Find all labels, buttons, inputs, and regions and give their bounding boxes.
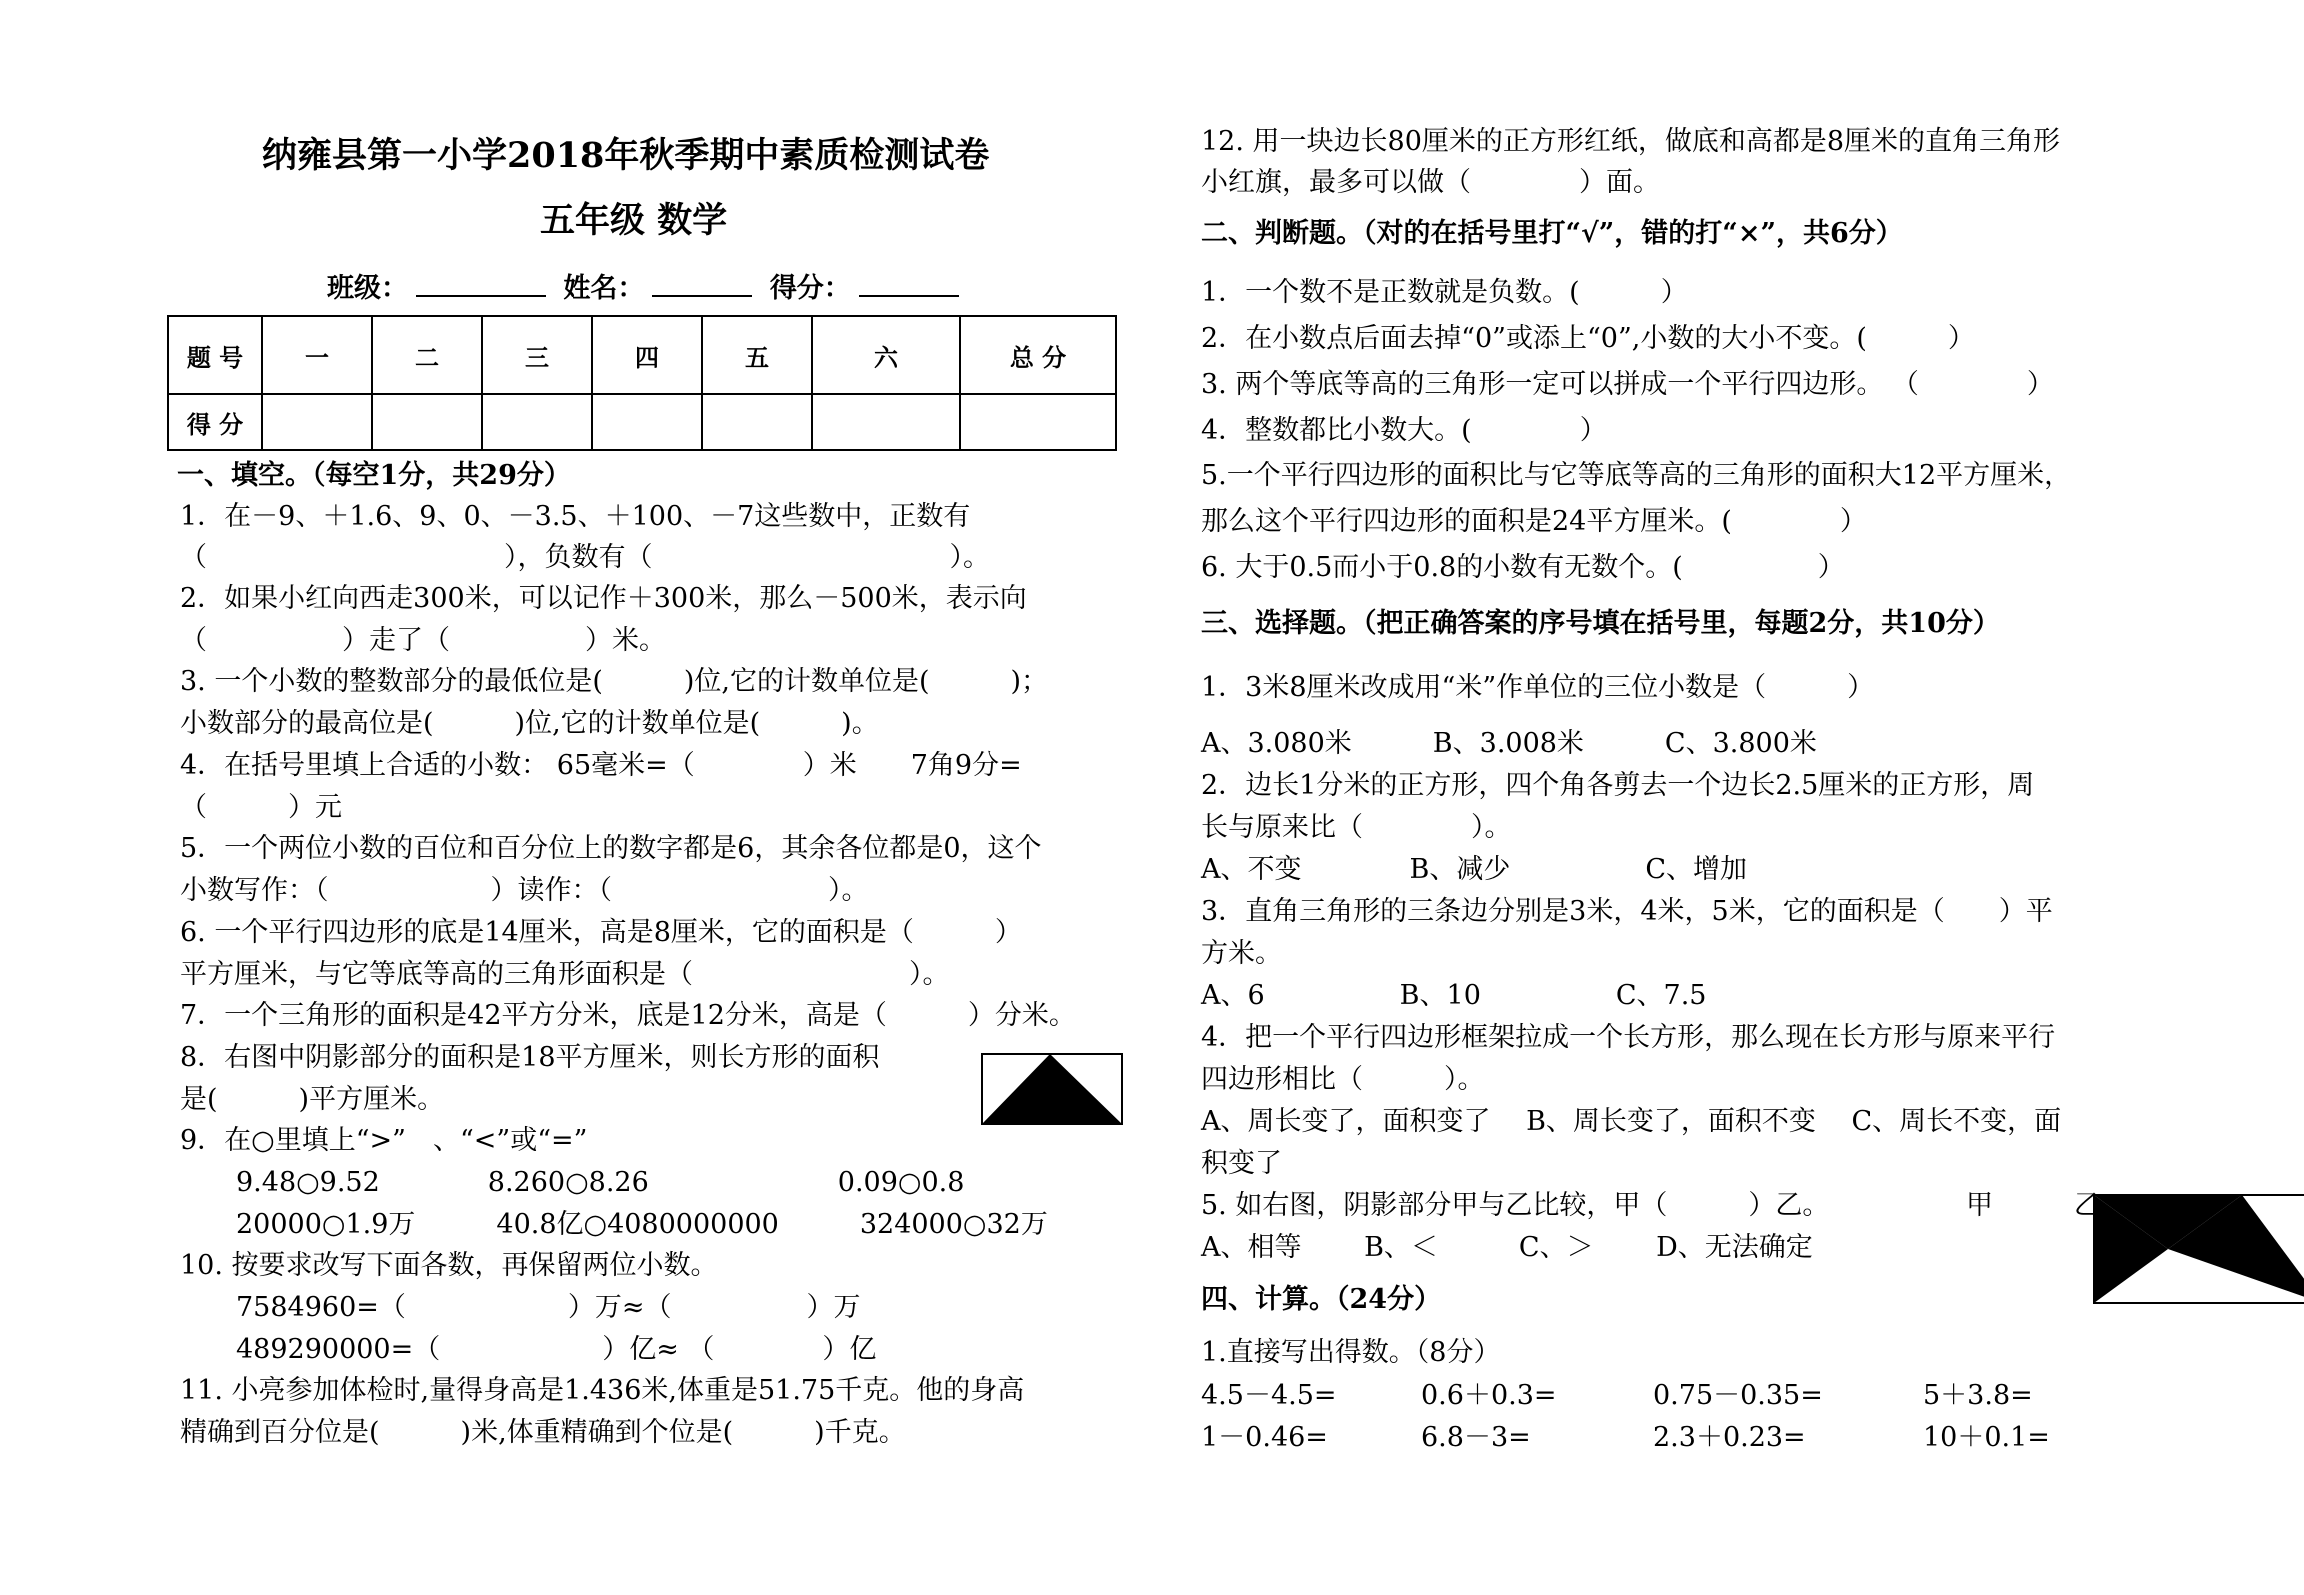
score-table	[167, 315, 1117, 451]
q5-triangles-figure	[1902, 1180, 2304, 1305]
choice-line: 4．把一个平行四边形框架拉成一个长方形，那么现在长方形与原来平行	[1201, 1022, 2056, 1053]
score-input-cell[interactable]	[812, 394, 960, 450]
section-3-heading: 三、选择题。（把正确答案的序号填在括号里，每题2分，共10分）	[1201, 608, 2000, 639]
question-line: 1．在－9、＋1.6、9、0、－3.5、＋100、－7这些数中，正数有	[180, 501, 971, 532]
question-line: （ ）走了（ ）米。	[180, 625, 666, 656]
class-blank[interactable]	[416, 271, 546, 297]
choice-line: A、周长变了，面积变了 B、周长变了，面积不变 C、周长不变，面	[1201, 1106, 2062, 1137]
name-blank[interactable]	[652, 271, 752, 297]
judge-line: 那么这个平行四边形的面积是24平方厘米。( ）	[1201, 506, 1867, 537]
score-table-cell: 五	[702, 316, 812, 394]
question-line: 7．一个三角形的面积是42平方分米，底是12分米，高是（ ）分米。	[180, 1000, 1076, 1031]
judge-line: 1．一个数不是正数就是负数。( ）	[1201, 277, 1688, 308]
name-label: 姓名：	[563, 273, 645, 304]
question-line: 小红旗，最多可以做（ ）面。	[1201, 167, 1660, 198]
score-input-cell[interactable]	[262, 394, 372, 450]
question-line: 小数写作：（ ）读作：（ ）。	[180, 875, 869, 906]
judge-line: 6. 大于0.5而小于0.8的小数有无数个。( ）	[1201, 552, 1845, 583]
score-table-header-row	[168, 316, 1116, 394]
question-line: 489290000=（ ）亿≈ （ ）亿	[236, 1334, 877, 1365]
question-line: 6. 一个平行四边形的底是14厘米，高是8厘米，它的面积是（ ）	[180, 917, 1022, 948]
choice-line: 四边形相比（ ）。	[1201, 1064, 1485, 1095]
choice-line: 方米。	[1201, 938, 1282, 969]
score-table-score-row	[168, 394, 1116, 450]
score-table-cell: 题 号	[168, 316, 262, 394]
score-table-cell: 总 分	[960, 316, 1116, 394]
figure-label-jia: 甲	[1966, 1190, 1993, 1221]
score-input-cell[interactable]	[960, 394, 1116, 450]
judge-line: 3. 两个等底等高的三角形一定可以拼成一个平行四边形。 （ ）	[1201, 369, 2054, 400]
judge-line: 4．整数都比小数大。( ）	[1201, 415, 1607, 446]
question-line: 9.48○9.52 8.260○8.26 0.09○0.8	[236, 1167, 965, 1198]
choice-line: 长与原来比（ ）。	[1201, 812, 1512, 843]
calc-item: 0.75－0.35=	[1653, 1380, 1823, 1411]
calc-item: 0.6＋0.3=	[1421, 1380, 1557, 1411]
question-line: 12. 用一块边长80厘米的正方形红纸，做底和高都是8厘米的直角三角形	[1201, 126, 2061, 157]
question-line: 11. 小亮参加体检时,量得身高是1.436米,体重是51.75千克。他的身高	[180, 1375, 1025, 1406]
judge-line: 5.一个平行四边形的面积比与它等底等高的三角形的面积大12平方厘米，	[1201, 460, 2072, 491]
score-table-cell: 三	[482, 316, 592, 394]
calc-item: 5＋3.8=	[1923, 1380, 2033, 1411]
score-blank[interactable]	[859, 271, 959, 297]
question-line: 5．一个两位小数的百位和百分位上的数字都是6，其余各位都是0，这个	[180, 833, 1042, 864]
choice-line: 3．直角三角形的三条边分别是3米，4米，5米，它的面积是（ ）平	[1201, 896, 2053, 927]
choice-line: A、3.080米 B、3.008米 C、3.800米	[1201, 728, 1817, 759]
calc-item: 6.8－3=	[1421, 1422, 1531, 1453]
section-4-heading: 四、计算。（24分）	[1201, 1284, 1442, 1315]
score-label: 得分：	[769, 273, 851, 304]
figure-label-yi: 乙	[2074, 1190, 2101, 1221]
score-table-cell: 得 分	[168, 394, 262, 450]
question-line: 小数部分的最高位是( )位,它的计数单位是( )。	[180, 708, 879, 739]
choice-line: A、6 B、10 C、7.5	[1201, 980, 1707, 1011]
class-label: 班级：	[327, 273, 408, 304]
question-line: 20000○1.9万 40.8亿○4080000000 324000○32万	[236, 1209, 1048, 1240]
choice-line: A、相等 B、＜ C、＞ D、无法确定	[1201, 1232, 1813, 1263]
score-table-cell: 六	[812, 316, 960, 394]
choice-line: 1．3米8厘米改成用“米”作单位的三位小数是（ ）	[1201, 672, 1875, 703]
question-line: 3. 一个小数的整数部分的最低位是( )位,它的计数单位是( )；	[180, 666, 1049, 697]
score-input-cell[interactable]	[702, 394, 812, 450]
question-line: 平方厘米，与它等底等高的三角形面积是（ ）。	[180, 959, 950, 990]
choice-line: 积变了	[1201, 1148, 1282, 1179]
student-info-line	[327, 266, 967, 305]
score-table-cell: 二	[372, 316, 482, 394]
question-line: 8．右图中阴影部分的面积是18平方厘米，则长方形的面积	[180, 1042, 880, 1073]
score-input-cell[interactable]	[592, 394, 702, 450]
calc-item: 2.3＋0.23=	[1653, 1422, 1806, 1453]
section-1-heading: 一、填空。（每空1分，共29分）	[177, 460, 571, 491]
calc-item: 10＋0.1=	[1923, 1422, 2050, 1453]
q8-rectangle-figure	[980, 1052, 1124, 1126]
score-input-cell[interactable]	[482, 394, 592, 450]
score-input-cell[interactable]	[372, 394, 482, 450]
calc-item: 1－0.46=	[1201, 1422, 1328, 1453]
question-line: 4．在括号里填上合适的小数： 65毫米=（ ）米 7角9分=	[180, 750, 1022, 781]
question-line: 10. 按要求改写下面各数，再保留两位小数。	[180, 1250, 718, 1281]
exam-subtitle: 五年级 数学	[540, 200, 728, 241]
question-line: 9．在○里填上“>” 、“<”或“=”	[180, 1125, 588, 1156]
score-table-cell: 四	[592, 316, 702, 394]
section-2-heading: 二、判断题。（对的在括号里打“√”，错的打“×”，共6分）	[1201, 218, 1903, 249]
choice-line: 2．边长1分米的正方形，四个角各剪去一个边长2.5厘米的正方形，周	[1201, 770, 2035, 801]
question-line: 精确到百分位是( )米,体重精确到个位是( )千克。	[180, 1417, 906, 1448]
judge-line: 2．在小数点后面去掉“0”或添上“0”,小数的大小不变。( ）	[1201, 323, 1975, 354]
score-table-cell: 一	[262, 316, 372, 394]
question-line: 是( )平方厘米。	[180, 1084, 445, 1115]
choice-line: 5. 如右图，阴影部分甲与乙比较，甲（ ）乙。	[1201, 1190, 1830, 1221]
calc-intro: 1.直接写出得数。（8分）	[1201, 1337, 1501, 1368]
question-line: 7584960=（ ）万≈（ ）万	[236, 1292, 861, 1323]
choice-line: A、不变 B、减少 C、增加	[1201, 854, 1747, 885]
calc-item: 4.5－4.5=	[1201, 1380, 1337, 1411]
exam-title: 纳雍县第一小学2018年秋季期中素质检测试卷	[262, 135, 990, 176]
question-line: 2．如果小红向西走300米，可以记作＋300米，那么－500米，表示向	[180, 583, 1027, 614]
question-line: （ ），负数有（ ）。	[180, 542, 990, 573]
question-line: （ ）元	[180, 792, 342, 823]
